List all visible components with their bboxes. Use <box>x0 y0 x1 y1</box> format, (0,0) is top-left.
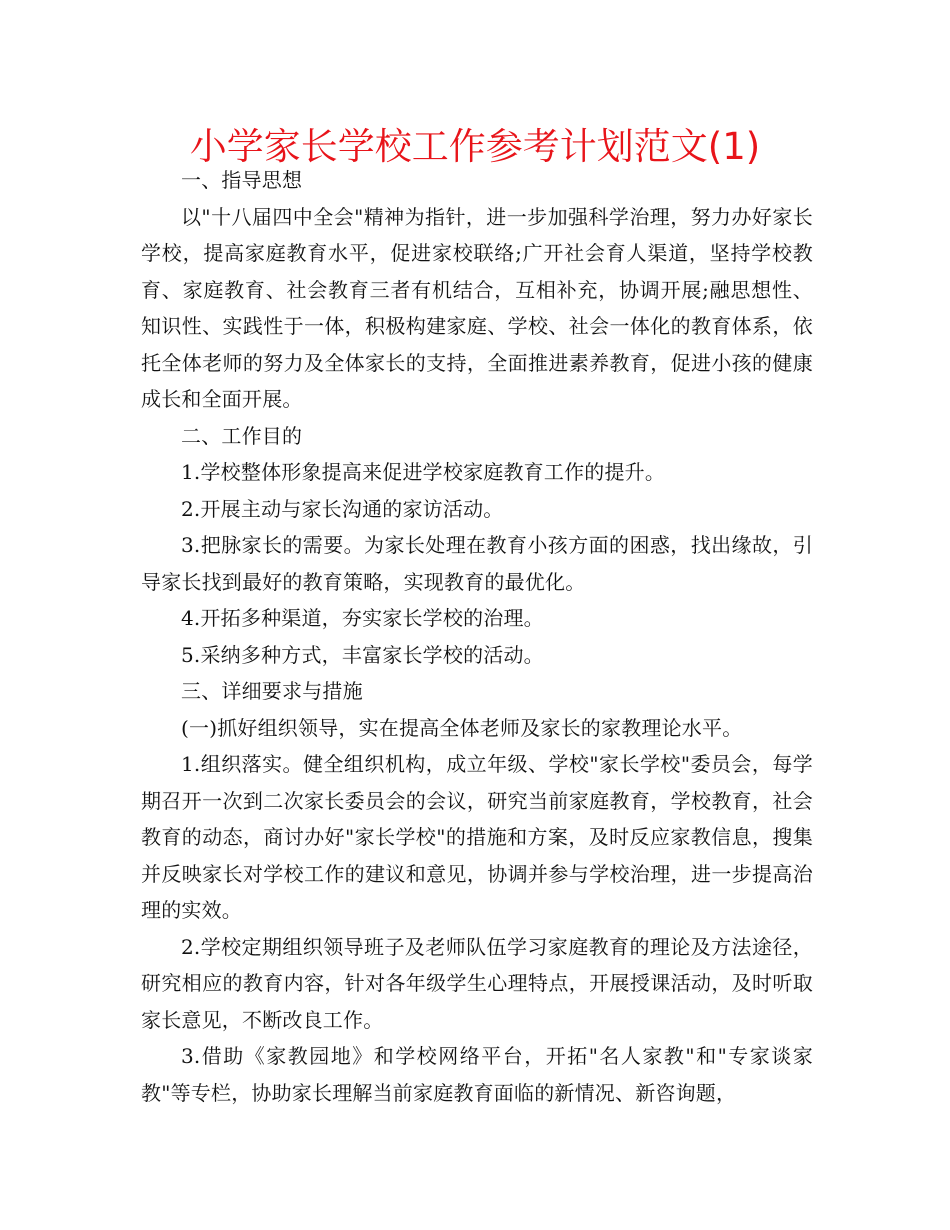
measure-item-2: 2.学校定期组织领导班子及老师队伍学习家庭教育的理论及方法途径，研究相应的教育内容，针对各年级学生心理特点，开展授课活动，及时听取家长意见，不断改良工作。 <box>141 934 813 1032</box>
goal-item-2: 2.开展主动与家长沟通的家访活动。 <box>181 496 504 521</box>
section-heading-requirements: 三、详细要求与措施 <box>181 679 363 703</box>
goal-item-3: 3.把脉家长的需要。为家长处理在教育小孩方面的困惑，找出缘故，引导家长找到最好的教育策略，实现教育的最优化。 <box>141 533 813 594</box>
goal-item-5: 5.采纳多种方式，丰富家长学校的活动。 <box>181 642 544 667</box>
goal-item-4: 4.开拓多种渠道，夯实家长学校的治理。 <box>181 606 544 630</box>
measure-item-3: 3.借助《家教园地》和学校网络平台，开拓"名人家教"和"专家谈家教"等专栏，协助家长理解当前家庭教育面临的新情况、新咨询题， <box>141 1044 813 1105</box>
section-heading-guiding-thought: 一、指导思想 <box>181 168 303 192</box>
document-title: 小学家长学校工作参考计划范文(1) <box>189 125 761 168</box>
subsection-heading-organization: (一)抓好组织领导，实在提高全体老师及家长的家教理论水平。 <box>181 715 743 740</box>
section-heading-work-goals: 二、工作目的 <box>181 423 303 448</box>
measure-item-1: 1.组织落实。健全组织机构，成立年级、学校"家长学校"委员会，每学期召开一次到二次家长委员会的会议，研究当前家庭教育，学校教育，社会教育的动态，商讨办好"家长学校"的措施和方案，及时反应家教信息，搜集并反映家长对学校工作的建议和意见，协调并参与学校治理，进一步提高治理的实效。 <box>141 752 813 922</box>
document-body <box>141 162 813 1111</box>
goal-item-1: 1.学校整体形象提高来促进学校家庭教育工作的提升。 <box>181 460 666 484</box>
paragraph-guiding-thought: 以"十八届四中全会"精神为指针，进一步加强科学治理，努力办好家长学校，提高家庭教育水平，促进家校联络;广开社会育人渠道，坚持学校教育、家庭教育、社会教育三者有机结合，互相补充，协调开展;融思想性、知识性、实践性于一体，积极构建家庭、学校、社会一体化的教育体系，依托全体老师的努力及全体家长的支持，全面推进素养教育，促进小孩的健康成长和全面开展。 <box>141 204 813 411</box>
